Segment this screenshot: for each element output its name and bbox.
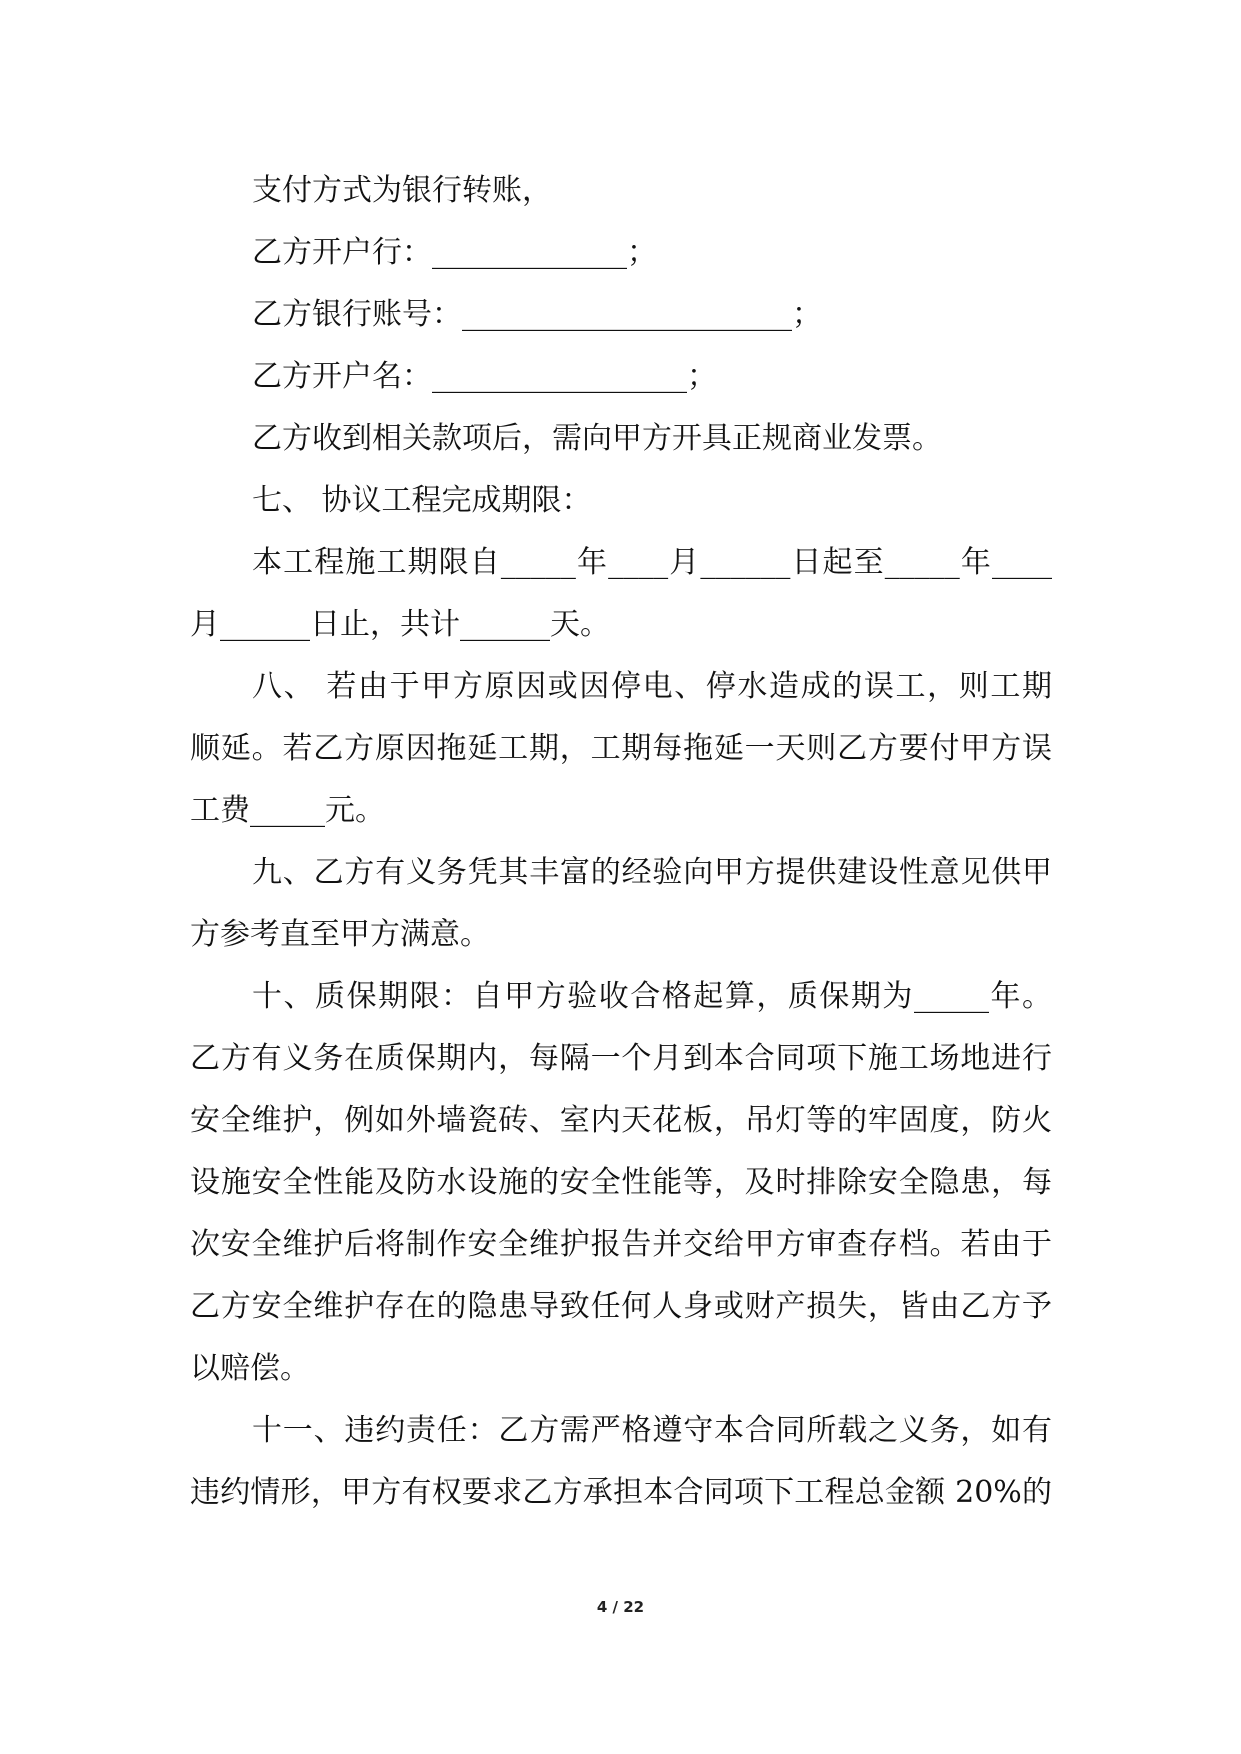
section-10-line-2: 乙方有义务在质保期内，每隔一个月到本合同项下施工场地进行 [190,1041,1052,1076]
section-7-heading: 七、 协议工程完成期限： [252,483,592,518]
construction-period-line-2: 月______日止，共计______天。 [190,607,610,642]
page-number: 4 / 22 [596,1598,645,1616]
document-body [190,160,1052,1524]
section-10-line-7: 以赔偿。 [190,1351,310,1386]
section-9-line-1: 九、乙方有义务凭其丰富的经验向甲方提供建设性意见供甲 [252,855,1052,890]
payment-method-line: 支付方式为银行转账， [252,173,552,208]
invoice-line: 乙方收到相关款项后，需向甲方开具正规商业发票。 [252,421,942,456]
bank-account-line: 乙方银行账号：______________________； [252,297,822,332]
section-11-line-1: 十一、违约责任：乙方需严格遵守本合同所载之义务，如有 [252,1413,1052,1448]
section-10-line-4: 设施安全性能及防水设施的安全性能等，及时排除安全隐患，每 [190,1165,1052,1200]
section-10-line-3: 安全维护，例如外墙瓷砖、室内天花板，吊灯等的牢固度，防火 [190,1103,1052,1138]
section-8-line-2: 顺延。若乙方原因拖延工期，工期每拖延一天则乙方要付甲方误 [190,731,1052,766]
construction-period-line-1: 本工程施工期限自_____年____月______日起至_____年____ [252,545,1052,580]
section-8-line-3: 工费_____元。 [190,793,385,828]
section-10-line-1: 十、质保期限：自甲方验收合格起算，质保期为_____年。 [252,979,1052,1014]
section-10-line-6: 乙方安全维护存在的隐患导致任何人身或财产损失，皆由乙方予 [190,1289,1052,1324]
section-8-line-1: 八、 若由于甲方原因或因停电、停水造成的误工，则工期 [252,669,1052,704]
section-10-line-5: 次安全维护后将制作安全维护报告并交给甲方审查存档。若由于 [190,1227,1052,1262]
account-holder-line: 乙方开户名：_________________； [252,359,717,394]
section-11-line-2: 违约情形，甲方有权要求乙方承担本合同项下工程总金额 20%的 [190,1475,1052,1510]
bank-name-line: 乙方开户行：_____________； [252,235,657,270]
section-9-line-2: 方参考直至甲方满意。 [190,917,490,952]
